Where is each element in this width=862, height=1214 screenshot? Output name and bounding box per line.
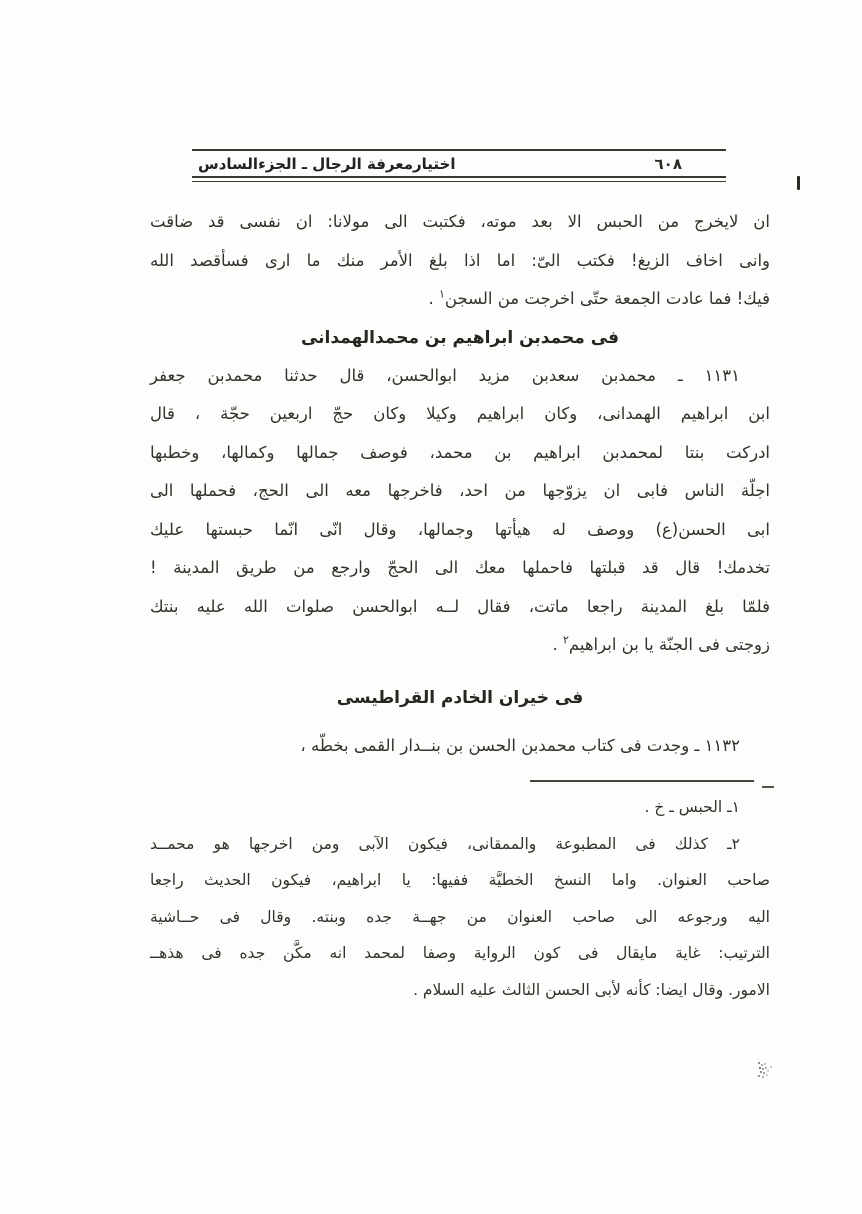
paragraph: [150, 357, 770, 665]
footnote-ref: ١: [439, 287, 445, 301]
book-title: اختيارمعرفة الرجال ـ الجزءالسادس: [198, 155, 456, 173]
text-line: ابى الحسن(ع) ووصف له هيأتها وجمالها، وقال انّى انّما حبستها عليك: [150, 519, 770, 539]
footnote-separator: [530, 780, 754, 782]
footnote-line: ٢ـ كذلك فى المطبوعة والممقانى، فيكون الآبى ومن اخرجها هو محمــد: [150, 834, 740, 853]
body-text: [150, 203, 770, 765]
header-row: [192, 151, 726, 176]
footnote-line: صاحب العنوان. واما النسخ الخطيَّة ففيها: يا ابراهيم، فيكون الحديث راجعا: [150, 871, 770, 889]
text-line: اجلّة الناس فابى ان يزوّجها من احد، فاخرجها معه الى الحج، فحملها الى: [150, 481, 770, 500]
text-line: تخدمك! قال قد قبلتها فاحملها معك الى الحجّ وارجع من طريق المدينة !: [150, 558, 770, 577]
text-line: [150, 626, 770, 665]
header-double-rule: [192, 176, 726, 182]
text-segment: زوجتى فى الجنّة يا بن ابراهيم: [568, 635, 770, 654]
text-line: ١١٣١ ـ محمدبن سعدبن مزيد ابوالحسن، قال حدثنا محمدبن جعفر: [150, 365, 740, 385]
text-line: ان لايخرج من الحبس الا بعد موته، فكتبت الى مولانا: ان نفسى قد ضاقت: [150, 212, 770, 231]
footnote-line: ١ـ الحبس ـ خ .: [644, 798, 740, 816]
section-heading: فى خيران الخادم القراطيسى: [336, 687, 584, 708]
footnote-separator-dash: [762, 786, 774, 788]
footnote-line: اليه ورجوعه الى صاحب العنوان من جهــة جده وبنته. وقال فى حــاشية: [150, 907, 770, 926]
footnote-ref: ٢: [562, 633, 569, 647]
page-header: [192, 149, 726, 182]
text-segment: .: [552, 635, 563, 654]
text-segment: .: [428, 289, 439, 308]
footnote-line: الامور. وقال ايضا: كأنه لأبى الحسن الثالث عليه السلام .: [413, 980, 770, 999]
text-line: وانى اخاف الزيغ! فكتب الىّ: اما اذا بلغ الأمر منك ما ارى فسأقصد الله: [150, 250, 770, 270]
text-line: ادركت بنتا لمحمدبن ابراهيم بن محمد، فوصف جمالها وكمالها، وخطبها: [150, 442, 770, 462]
section-heading: فى محمدبن ابراهيم بن محمدالهمدانى: [300, 327, 620, 348]
paragraph: [150, 727, 770, 766]
page-number: ٦٠٨: [654, 155, 682, 173]
text-line: [150, 280, 770, 319]
paragraph: [150, 203, 770, 319]
text-line: ابن ابراهيم الهمدانى، وكان ابراهيم وكيلا وكان حجّ اربعين حجّة ، قال: [150, 404, 770, 423]
footnotes: [150, 789, 770, 1008]
text-line: فلمّا بلغ المدينة راجعا ماتت، فقال لــه ابوالحسن صلوات الله عليه بنتك: [150, 596, 770, 616]
footnote-line: الترتيب: غاية مايقال فى كون الرواية وصفا لمحمد انه مكَّن جده فى هذهــ: [150, 944, 770, 962]
scan-smudge: [758, 1062, 760, 1064]
text-line: ١١٣٢ ـ وجدت فى كتاب محمدبن الحسن بن بنــدار القمى بخطّه ،: [300, 735, 740, 755]
stray-ink-mark: [797, 176, 800, 190]
text-segment: فيك! فما عادت الجمعة حتّى اخرجت من السجن: [444, 289, 770, 308]
